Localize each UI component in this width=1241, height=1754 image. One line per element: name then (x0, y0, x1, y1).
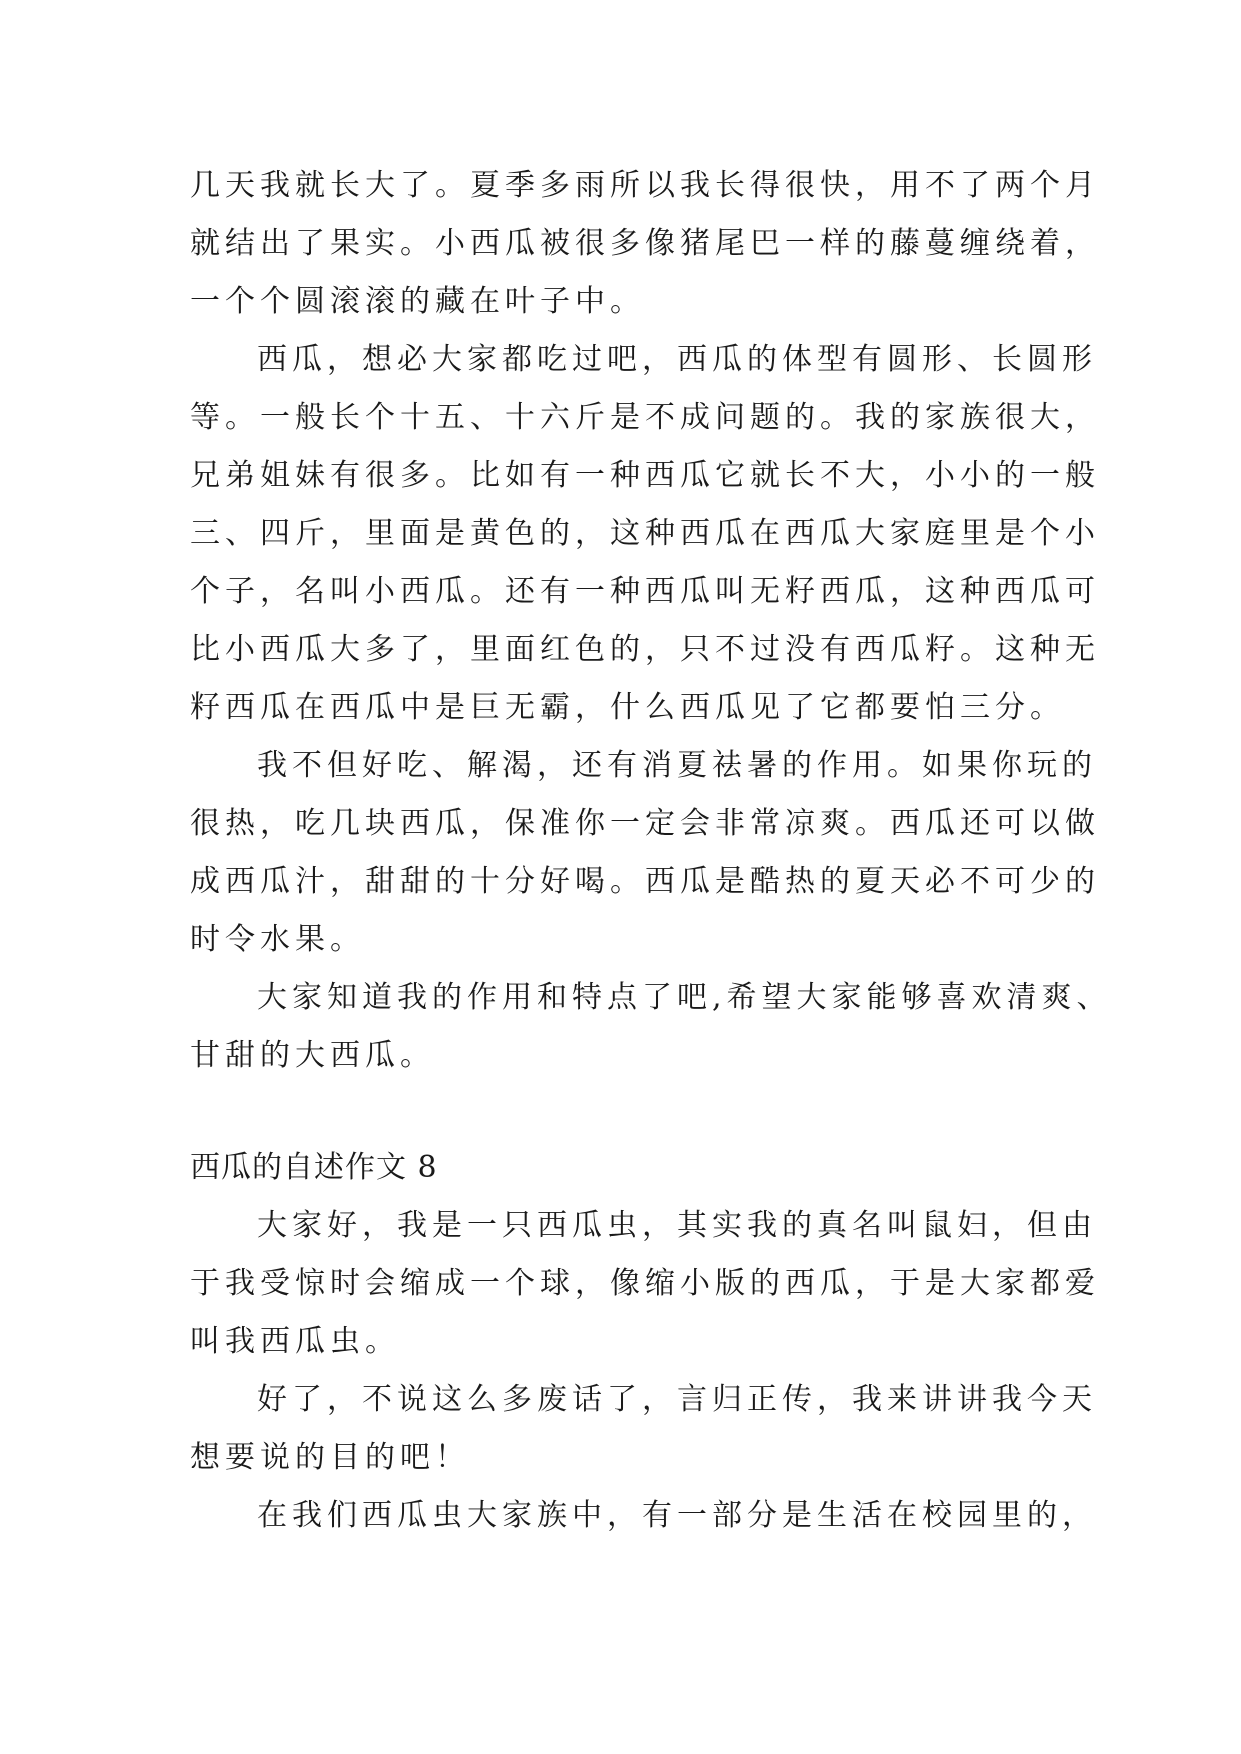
paragraph-line: 想要说的目的吧！ (190, 1440, 470, 1475)
paragraph-line: 时令水果。 (190, 922, 365, 957)
paragraph-line: 等。一般长个十五、十六斤是不成问题的。我的家族很大， (190, 400, 1100, 435)
paragraph-line: 籽西瓜在西瓜中是巨无霸，什么西瓜见了它都要怕三分。 (190, 690, 1065, 725)
paragraph-line: 西瓜，想必大家都吃过吧，西瓜的体型有圆形、长圆形 (257, 342, 1097, 377)
section-title: 西瓜的自述作文 8 (190, 1150, 438, 1185)
paragraph-line: 一个个圆滚滚的藏在叶子中。 (190, 284, 645, 319)
paragraph-line: 甘甜的大西瓜。 (190, 1038, 435, 1073)
paragraph-line: 个子，名叫小西瓜。还有一种西瓜叫无籽西瓜，这种西瓜可 (190, 574, 1100, 609)
paragraph-line: 大家知道我的作用和特点了吧,希望大家能够喜欢清爽、 (257, 980, 1112, 1015)
paragraph-line: 三、四斤，里面是黄色的，这种西瓜在西瓜大家庭里是个小 (190, 516, 1100, 551)
paragraph-line: 很热，吃几块西瓜，保准你一定会非常凉爽。西瓜还可以做 (190, 806, 1100, 841)
paragraph-line: 成西瓜汁，甜甜的十分好喝。西瓜是酷热的夏天必不可少的 (190, 864, 1100, 899)
paragraph-line: 在我们西瓜虫大家族中，有一部分是生活在校园里的， (257, 1498, 1097, 1533)
paragraph-line: 好了，不说这么多废话了，言归正传，我来讲讲我今天 (257, 1382, 1097, 1417)
paragraph-line: 我不但好吃、解渴，还有消夏祛暑的作用。如果你玩的 (257, 748, 1097, 783)
paragraph-line: 几天我就长大了。夏季多雨所以我长得很快，用不了两个月 (190, 168, 1100, 203)
paragraph-line: 大家好，我是一只西瓜虫，其实我的真名叫鼠妇，但由 (257, 1208, 1097, 1243)
paragraph-line: 就结出了果实。小西瓜被很多像猪尾巴一样的藤蔓缠绕着， (190, 226, 1100, 261)
paragraph-line: 兄弟姐妹有很多。比如有一种西瓜它就长不大，小小的一般 (190, 458, 1100, 493)
paragraph-line: 叫我西瓜虫。 (190, 1324, 400, 1359)
paragraph-line: 比小西瓜大多了，里面红色的，只不过没有西瓜籽。这种无 (190, 632, 1100, 667)
paragraph-line: 于我受惊时会缩成一个球，像缩小版的西瓜，于是大家都爱 (190, 1266, 1100, 1301)
